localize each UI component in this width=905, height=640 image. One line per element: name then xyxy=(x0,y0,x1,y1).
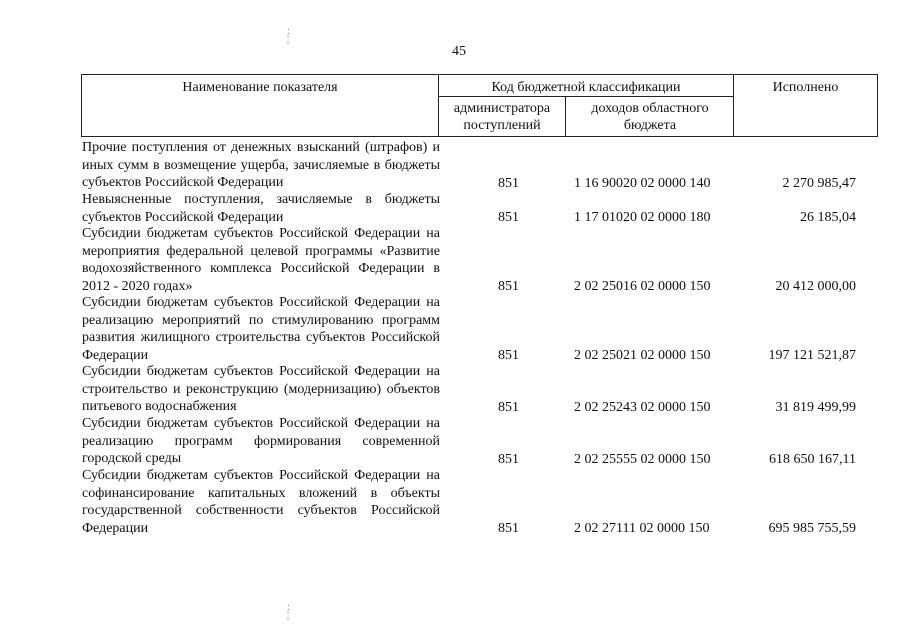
scan-mark-top: : ¦ xyxy=(287,26,290,45)
table-row xyxy=(82,294,862,364)
header-admin: администратора поступлений xyxy=(453,101,551,133)
row-amount: 20 412 000,00 xyxy=(775,278,856,294)
table-row xyxy=(82,139,862,192)
row-income-code: 1 16 90020 02 0000 140 xyxy=(574,175,711,191)
table-row xyxy=(82,467,862,537)
page-number: 45 xyxy=(452,44,466,59)
header-code: Код бюджетной классификации xyxy=(491,80,681,95)
row-name: Невыясненные поступления, зачисляемые в бюджеты субъектов Российской Федерации xyxy=(82,192,440,225)
row-income-code: 2 02 25243 02 0000 150 xyxy=(574,399,711,415)
row-income-code: 1 17 01020 02 0000 180 xyxy=(574,209,711,225)
row-admin-code: 851 xyxy=(498,399,519,415)
row-admin-code: 851 xyxy=(498,347,519,363)
row-name: Субсидии бюджетам субъектов Российской Федерации на мероприятия федеральной целевой программы «Развитие водохозяйственного комплекса Российской Федерации в 2012 - 2020 годах» xyxy=(82,226,440,294)
row-income-code: 2 02 25555 02 0000 150 xyxy=(574,451,711,467)
header-income: доходов областного бюджета xyxy=(591,101,709,133)
row-name: Субсидии бюджетам субъектов Российской Федерации на строительство и реконструкцию (модернизацию) объектов питьевого водоснабжения xyxy=(82,364,440,414)
row-name: Субсидии бюджетам субъектов Российской Федерации на реализацию программ формирования современной городской среды xyxy=(82,416,440,466)
row-name: Субсидии бюджетам субъектов Российской Федерации на реализацию мероприятий по стимулированию программ развития жилищного строительства субъектов Российской Федерации xyxy=(82,295,440,363)
table-row xyxy=(82,363,862,416)
row-admin-code: 851 xyxy=(498,278,519,294)
row-amount: 197 121 521,87 xyxy=(768,347,856,363)
row-income-code: 2 02 25021 02 0000 150 xyxy=(574,347,711,363)
row-income-code: 2 02 25016 02 0000 150 xyxy=(574,278,711,294)
scan-mark-bottom: : ¦ xyxy=(287,602,290,621)
table-row xyxy=(82,415,862,468)
row-admin-code: 851 xyxy=(498,209,519,225)
row-name: Субсидии бюджетам субъектов Российской Федерации на софинансирование капитальных вложений в объекты государственной собственности субъектов Российской Федерации xyxy=(82,468,440,536)
row-amount: 618 650 167,11 xyxy=(769,451,856,467)
table-row xyxy=(82,225,862,295)
row-income-code: 2 02 27111 02 0000 150 xyxy=(574,520,710,536)
header-executed: Исполнено xyxy=(772,80,839,95)
row-amount: 26 185,04 xyxy=(800,209,856,225)
row-name: Прочие поступления от денежных взысканий (штрафов) и иных сумм в возмещение ущерба, зачисляемые в бюджеты субъектов Российской Федерации xyxy=(82,140,440,190)
row-admin-code: 851 xyxy=(498,451,519,467)
table-row xyxy=(82,191,862,226)
row-amount: 2 270 985,47 xyxy=(782,175,856,191)
row-admin-code: 851 xyxy=(498,520,519,536)
header-name: Наименование показателя xyxy=(182,80,338,95)
header-subdivider xyxy=(438,96,733,97)
row-amount: 695 985 755,59 xyxy=(768,520,856,536)
row-amount: 31 819 499,99 xyxy=(775,399,856,415)
row-admin-code: 851 xyxy=(498,175,519,191)
header-divider-2 xyxy=(565,96,566,137)
